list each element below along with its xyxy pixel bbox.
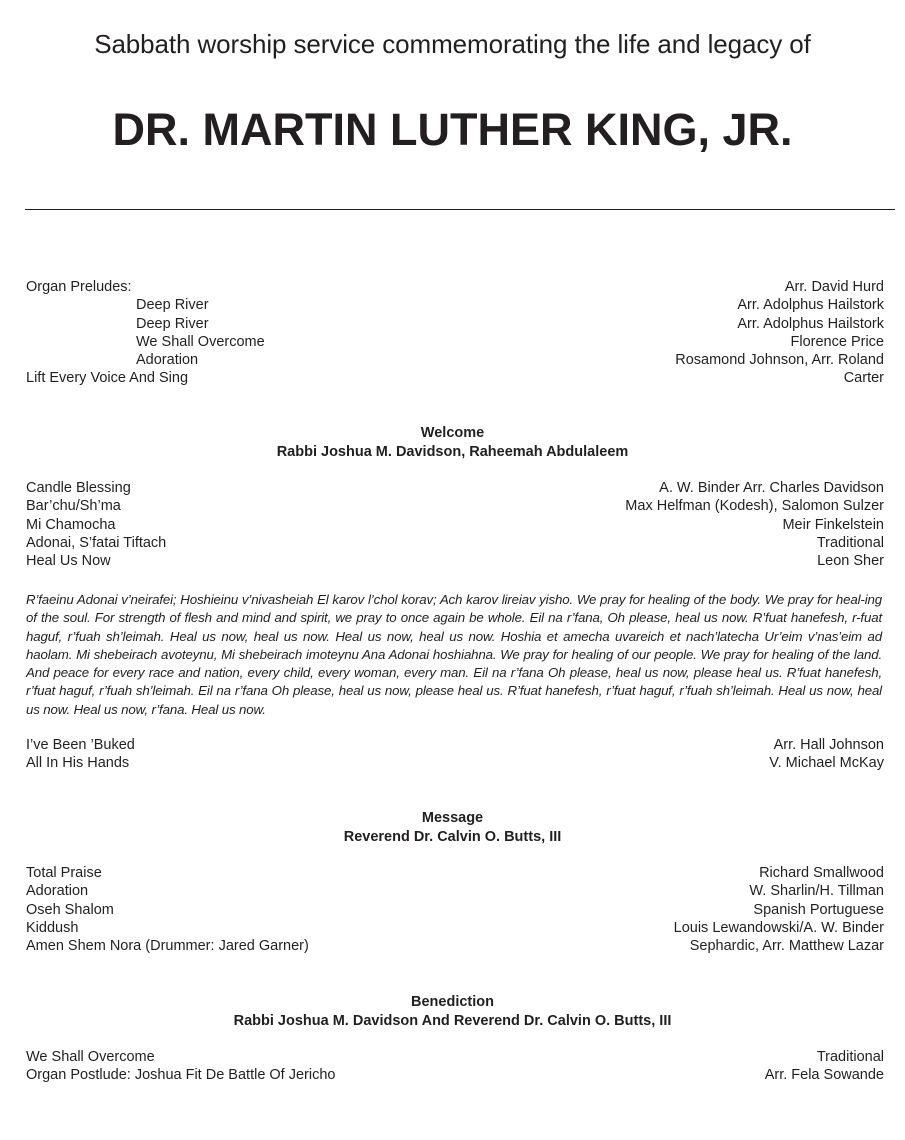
program-row — [26, 315, 884, 333]
composer: Arr. Hall Johnson — [773, 737, 884, 753]
composer: Richard Smallwood — [759, 865, 884, 881]
program-row — [26, 552, 884, 570]
composer: Arr. Adolphus Hailstork — [737, 315, 884, 332]
composer: Leon Sher — [817, 553, 884, 570]
composer: Sephardic, Arr. Matthew Lazar — [689, 938, 884, 955]
message-heading: Message — [421, 810, 484, 826]
program-title: DR. MARTIN LUTHER KING, JR. — [112, 104, 793, 155]
message-names: Reverend Dr. Calvin O. Butts, III — [343, 829, 562, 845]
composer: Carter — [843, 370, 884, 387]
program-row — [26, 534, 884, 552]
heal-us-now-lyrics: R’faeinu Adonai v’neirafei; Hoshieinu v’nivasheiah El karov l’chol korav; Ach karov lireiav yisho. We pray for healing of the body. We pray for heal-ing of the soul. For strength of flesh and mind and spirit, we pray to once again be whole. Eil na r’fana, Oh please, heal us now. R’fuat hanefesh, r-fuat haguf, r’fuah sh’leimah. Heal us now, heal us now. Heal us now, heal us now. Hoshia et amecha uvareich et nach’latecha Ur’eim v’nas’eim ad haolam. Mi shebeirach avoteynu, Mi shebeirach imoteynu Ana Adonai hoshiahna. We pray for healing of our people. We pray for healing of the land. And peace for every race and nation, every child, every woman, every man. Eil na r’fana Oh please, heal us now, please heal us. R’fuat hanefesh, r’fuat haguf, r’fuah sh’leimah. Eil na r’fana Oh please, heal us now, please heal us. R’fuat hanefesh, r’fuat haguf, r’fuah sh’leimah. Heal us now, heal us now. Heal us now, r’fana. Heal us now. — [26, 592, 882, 717]
benediction-names: Rabbi Joshua M. Davidson And Reverend Dr. Calvin O. Butts, III — [233, 1013, 672, 1029]
program-row — [26, 754, 884, 772]
composer: W. Sharlin/H. Tillman — [749, 883, 884, 900]
composer: Arr. Adolphus Hailstork — [737, 297, 884, 314]
composer: Rosamond Johnson, Arr. Roland — [675, 352, 884, 369]
piece-title: Heal Us Now — [26, 553, 111, 570]
welcome-names: Rabbi Joshua M. Davidson, Raheemah Abdulaleem — [276, 444, 629, 460]
piece-title: I’ve Been ’Buked — [26, 737, 135, 753]
welcome-section — [26, 479, 884, 570]
program-row — [26, 1048, 884, 1066]
piece-title: Mi Chamocha — [26, 516, 116, 533]
benediction-section — [26, 1048, 884, 1085]
program-row — [26, 882, 884, 900]
composer: Florence Price — [790, 333, 884, 350]
piece-title: All In His Hands — [26, 755, 130, 772]
piece-title: Total Praise — [26, 865, 102, 881]
composer: V. Michael McKay — [769, 755, 884, 772]
piece-title: We Shall Overcome — [26, 1049, 155, 1065]
program-row — [26, 919, 884, 937]
composer: Spanish Portuguese — [753, 901, 884, 918]
piece-title: Adoration — [136, 352, 199, 369]
benediction-heading: Benediction — [411, 994, 494, 1010]
piece-title: Organ Postlude: Joshua Fit De Battle Of Jericho — [26, 1067, 336, 1084]
program-row — [26, 497, 884, 515]
composer: Traditional — [816, 1049, 884, 1065]
preludes-label: Organ Preludes: — [26, 279, 132, 295]
program-row — [26, 296, 884, 314]
piece-title: Adonai, S’fatai Tiftach — [26, 534, 167, 551]
piece-title: Candle Blessing — [26, 480, 131, 496]
piece-title: Deep River — [136, 315, 209, 332]
program-row — [26, 736, 884, 754]
header-divider — [25, 209, 895, 210]
composer: Louis Lewandowski/A. W. Binder — [673, 919, 884, 936]
piece-title: We Shall Overcome — [136, 333, 265, 350]
piece-title: Deep River — [136, 297, 209, 314]
composer: Arr. David Hurd — [784, 279, 884, 295]
program-row — [26, 901, 884, 919]
program-row — [26, 1066, 884, 1084]
program-row — [26, 937, 884, 955]
program-subtitle: Sabbath worship service commemorating the life and legacy of — [94, 29, 811, 59]
program-row — [26, 351, 884, 369]
welcome-after-section — [26, 736, 884, 773]
piece-title: Oseh Shalom — [26, 901, 114, 918]
preludes-section — [26, 278, 884, 388]
program-row — [26, 479, 884, 497]
piece-title: Bar’chu/Sh’ma — [26, 498, 121, 515]
program-row — [26, 864, 884, 882]
piece-title: Adoration — [26, 883, 89, 900]
composer: Arr. Fela Sowande — [764, 1067, 884, 1084]
composer: Traditional — [816, 534, 884, 551]
piece-title: Lift Every Voice And Sing — [26, 370, 189, 387]
composer: Max Helfman (Kodesh), Salomon Sulzer — [625, 498, 884, 515]
welcome-heading: Welcome — [420, 425, 485, 441]
program-row — [26, 278, 884, 296]
composer: Meir Finkelstein — [782, 516, 884, 533]
program-row — [26, 369, 884, 387]
program-row — [26, 516, 884, 534]
piece-title: Amen Shem Nora (Drummer: Jared Garner) — [26, 938, 309, 955]
message-section — [26, 864, 884, 955]
composer: A. W. Binder Arr. Charles Davidson — [659, 480, 884, 496]
program-row — [26, 333, 884, 351]
piece-title: Kiddush — [26, 919, 79, 936]
